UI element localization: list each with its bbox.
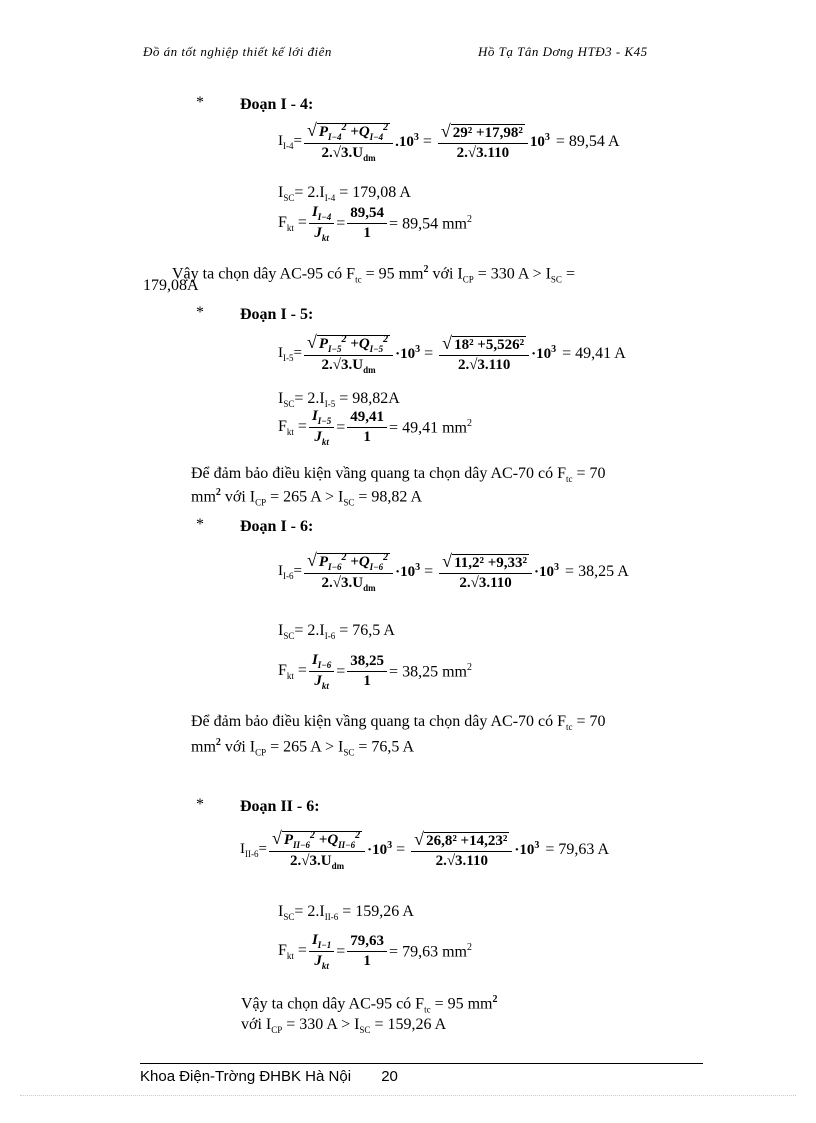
conclusion-3-line2: $mm^2$ với $I_{CP} = 265$ $A > I_{SC} = 76,5$ A (191, 737, 415, 758)
header-left: Đồ án tốt nghiệp thiết kế lới điên (143, 44, 332, 59)
conclusion-4: Vậy ta chọn dây AC-95 có $F_{tc} = 95$ $mm^2$ (241, 994, 498, 1015)
bullet-4: * (196, 796, 204, 813)
bullet-2: * (196, 304, 204, 321)
section-title-4: Đoạn II - 6: (240, 798, 320, 815)
header-right: Hồ Tạ Tân Dơng HTĐ3 - K45 (478, 44, 648, 59)
conclusion-2: Để đảm bảo điều kiện vầng quang ta chọn dây AC-70 có $F_{tc} = 70$ (191, 465, 606, 485)
current-equation-1: $I_{I-4}=$ $\frac{√ P_{I-4}^2 +Q_{I-4}^2}{2.√3.U_{dm}}$ $.10^3$ = $\frac{\text{√ 29² +17,98²}}{2.√3.110}$ $10^3$ = 89,54 A (278, 120, 620, 163)
area-equation-2: $F_{kt}$ = $\frac{I_{I-5}}{J_{kt}}$ = $\frac{49,41}{1}$ = 49,41 $mm^2$ (278, 408, 472, 447)
isc-line-2: $I_{SC}= 2.I_{I-5} = 98,82A$ (278, 390, 400, 410)
conclusion-4-line2: với $I_{CP} = 330$ $A > I_{SC} = 159,26$ A (241, 1016, 447, 1036)
conclusion-1-line2: 179,08A (143, 277, 199, 294)
conclusion-1: Vậy ta chọn dây AC-95 có $F_{tc} = 95$ $mm^2$ với $I_{CP} = 330$ $A > I_{SC}$ = (172, 264, 575, 285)
bullet-1: * (196, 94, 204, 111)
conclusion-2-line2: $mm^2$ với $I_{CP} = 265$ $A > I_{SC} = 98,82$ A (191, 487, 423, 508)
footer-divider (140, 1063, 703, 1064)
bullet-3: * (196, 516, 204, 533)
page-number: 20 (381, 1068, 398, 1085)
current-result-3: = 38,25 A (565, 562, 629, 580)
current-equation-4: $I_{II-6}=$ $\frac{√ P_{II-6}^2 +Q_{II-6}^2}{2.√3.U_{dm}}$ $\cdot 10^3$ = $\frac{\text{√ 26,8² +14,23²}}{2.√3.110}$ $\cdot 10^3$ = 79,63 A (240, 828, 610, 871)
isc-line-1: $I_{SC}= 2.I_{I-4} = 179,08$ A (278, 184, 411, 204)
area-equation-1: $F_{kt}$ = $\frac{I_{I-4}}{J_{kt}}$ = $\frac{89,54}{1}$ = 89,54 $mm^2$ (278, 204, 472, 243)
area-equation-3: $F_{kt}$ = $\frac{I_{I-6}}{J_{kt}}$ = $\frac{38,25}{1}$ = 38,25 $mm^2$ (278, 652, 472, 691)
area-equation-4: $F_{kt}$ = $\frac{I_{I-1}}{J_{kt}}$ = $\frac{79,63}{1}$ = 79,63 $mm^2$ (278, 932, 472, 971)
current-result-4: = 79,63 A (545, 840, 610, 858)
page-bottom-dotted-line (20, 1095, 796, 1096)
section-title-3: Đoạn I - 6: (240, 518, 314, 535)
footer (140, 1068, 398, 1085)
section-title-2: Đoạn I - 5: (240, 306, 314, 323)
footer-text: Khoa Điện-Trờng ĐHBK Hà Nội (140, 1068, 352, 1085)
current-equation-2: $I_{I-5}=$ $\frac{√ P_{I-5}^2 +Q_{I-5}^2}{2.√3.U_{dm}}$ $\cdot 10^3$ = $\frac{\text{√ 18² +5,526²}}{2.√3.110}$ $\cdot 10^3$ = 49,41 A (278, 332, 626, 375)
general-fraction-1: $\frac{√ P_{I-4}^2 +Q_{I-4}^2}{2.√3.U_{dm}}$ (304, 120, 393, 163)
isc-line-4: $I_{SC}= 2.I_{II-6} = 159,26$ A (278, 903, 414, 923)
current-equation-3: $I_{I-6}=$ $\frac{√ P_{I-6}^2 +Q_{I-6}^2}{2.√3.U_{dm}}$ $\cdot 10^3$ = $\frac{\text{√ 11,2² +9,33²}}{2.√3.110}$ $\cdot 10^3$ = 38,25 A (278, 550, 629, 593)
current-result-1: = 89,54 A (555, 132, 620, 150)
current-result-2: = 49,41 A (562, 344, 626, 362)
numeric-fraction-1: $\frac{\text{√ 29² +17,98²}}{2.√3.110}$ (438, 121, 528, 162)
section-title-1: Đoạn I - 4: (240, 96, 314, 113)
conclusion-3: Để đảm bảo điều kiện vầng quang ta chọn dây AC-70 có $F_{tc} = 70$ (191, 713, 606, 733)
isc-line-3: $I_{SC}= 2.I_{I-6} = 76,5$ A (278, 622, 395, 642)
